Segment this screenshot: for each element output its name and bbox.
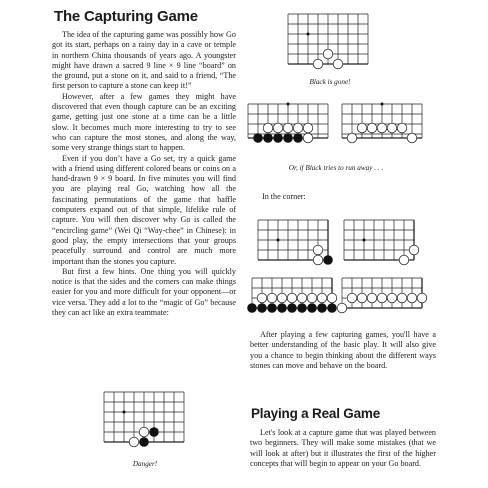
white-stone: [377, 293, 387, 303]
black-stone: [247, 303, 257, 313]
black-stone: [267, 303, 277, 313]
star-point: [363, 239, 366, 242]
paragraph: Even if you don’t have a Go set, try a quick game with a friend using different colored beans or coins on a hand-drawn 9 × 9 board. In five minutes you will find you are playing real Go, watching how all the fascinating permutations of the game that baffle computers expand out of that simple, lifelike rule of capture. You will then discover why Go is called the “encircling game” (Wei Qi “Way-chee” in Chinese): in good play, the empty intersections that your groups peacefully surround and control are much more important than the stones you capture.: [52, 153, 236, 266]
black-stone: [287, 303, 297, 313]
black-stone: [273, 133, 283, 143]
white-stone: [297, 293, 307, 303]
white-stone: [303, 133, 313, 143]
black-stone: [263, 133, 273, 143]
star-point: [123, 411, 126, 414]
white-stone: [357, 293, 367, 303]
white-stone: [257, 293, 267, 303]
caption-run-away: Or, if Black tries to run away . . .: [288, 164, 384, 172]
paragraph: After playing a few capturing games, you'll have a better understanding of the basic play. It will also give you a chance to begin thinking about the different ways stones can move and behave on the board.: [250, 330, 436, 370]
white-stone: [313, 59, 323, 69]
go-diagram-corner-1: [258, 220, 334, 270]
white-stone: [367, 123, 377, 133]
star-point: [287, 103, 290, 106]
black-stone: [277, 303, 287, 313]
white-stone: [399, 255, 409, 265]
black-stone: [307, 303, 317, 313]
white-stone: [273, 123, 283, 133]
star-point: [277, 239, 280, 242]
white-stone: [287, 293, 297, 303]
paragraph: Let's look at a capture game that was played between two beginners. They will make some mistakes (that we will look at after) but it illustrates the first of the higher concepts that will begin to appear on your Go board.: [250, 428, 436, 468]
black-stone: [283, 133, 293, 143]
black-stone: [253, 133, 263, 143]
white-stone: [409, 245, 419, 255]
section-heading: Playing a Real Game: [251, 406, 381, 421]
white-stone: [333, 59, 343, 69]
go-diagram-run-away-2: [342, 104, 422, 144]
white-stone: [397, 123, 407, 133]
right-column-text-1: [250, 330, 436, 371]
grid-lines: [344, 220, 414, 260]
white-stone: [397, 293, 407, 303]
black-stone: [139, 437, 149, 447]
go-diagram-corner-3: [252, 278, 334, 320]
white-stone: [283, 123, 293, 133]
white-stone: [357, 123, 367, 133]
black-stone: [327, 303, 337, 313]
white-stone: [293, 123, 303, 133]
white-stone: [313, 245, 323, 255]
paragraph: The idea of the capturing game was possibly how Go got its start, perhaps on a rainy day in a cave or temple in northern China thousands of years ago. A youngster might have drawn a sacred 9 line × 9 line “board” on the ground, put a stone on it, and said to a friend, “The first person to capture a stone can keep it!”: [52, 30, 236, 91]
paragraph: But first a few hints. One thing you will quickly notice is that the sides and the corners can make things easier for you and more difficult for your opponent—or vice versa. They add a lot to the “magic of Go” because they can act like an extra teammate:: [52, 266, 236, 318]
white-stone: [387, 293, 397, 303]
go-diagram-danger: [104, 392, 186, 450]
white-stone: [263, 123, 273, 133]
caption-black-gone: Black is gone!: [309, 78, 351, 86]
star-point: [307, 33, 310, 36]
white-stone: [417, 293, 427, 303]
white-stone: [367, 293, 377, 303]
white-stone: [307, 293, 317, 303]
white-stone: [303, 123, 313, 133]
white-stone: [387, 123, 397, 133]
black-stone: [323, 255, 333, 265]
black-stone: [293, 133, 303, 143]
white-stone: [347, 293, 357, 303]
go-diagram-corner-4: [342, 278, 424, 320]
black-stone: [297, 303, 307, 313]
white-stone: [347, 133, 357, 143]
left-column: [52, 30, 236, 318]
white-stone: [377, 123, 387, 133]
white-stone: [337, 303, 347, 313]
white-stone: [407, 133, 417, 143]
white-stone: [129, 437, 139, 447]
caption-danger: Danger!: [132, 460, 158, 468]
paragraph: However, after a few games they might have discovered that even though capture can be an exciting game, getting just one stone at a time can be a little slow. It becomes much more interesting to try to see who can capture the most stones, and along the way, some very strange things start to happen.: [52, 91, 236, 153]
white-stone: [317, 293, 327, 303]
black-stone: [317, 303, 327, 313]
black-stone: [257, 303, 267, 313]
black-stone: [149, 427, 159, 437]
white-stone: [313, 255, 323, 265]
white-stone: [327, 293, 337, 303]
white-stone: [267, 293, 277, 303]
go-diagram-corner-2: [344, 220, 420, 270]
white-stone: [139, 427, 149, 437]
go-diagram-black-gone: [288, 14, 368, 74]
star-point: [381, 103, 384, 106]
white-stone: [323, 49, 333, 59]
white-stone: [407, 293, 417, 303]
go-diagram-run-away-1: [248, 104, 328, 144]
white-stone: [277, 293, 287, 303]
page-title: The Capturing Game: [54, 8, 198, 25]
corner-label: In the corner:: [262, 192, 306, 201]
right-column-text-2: [250, 428, 436, 469]
